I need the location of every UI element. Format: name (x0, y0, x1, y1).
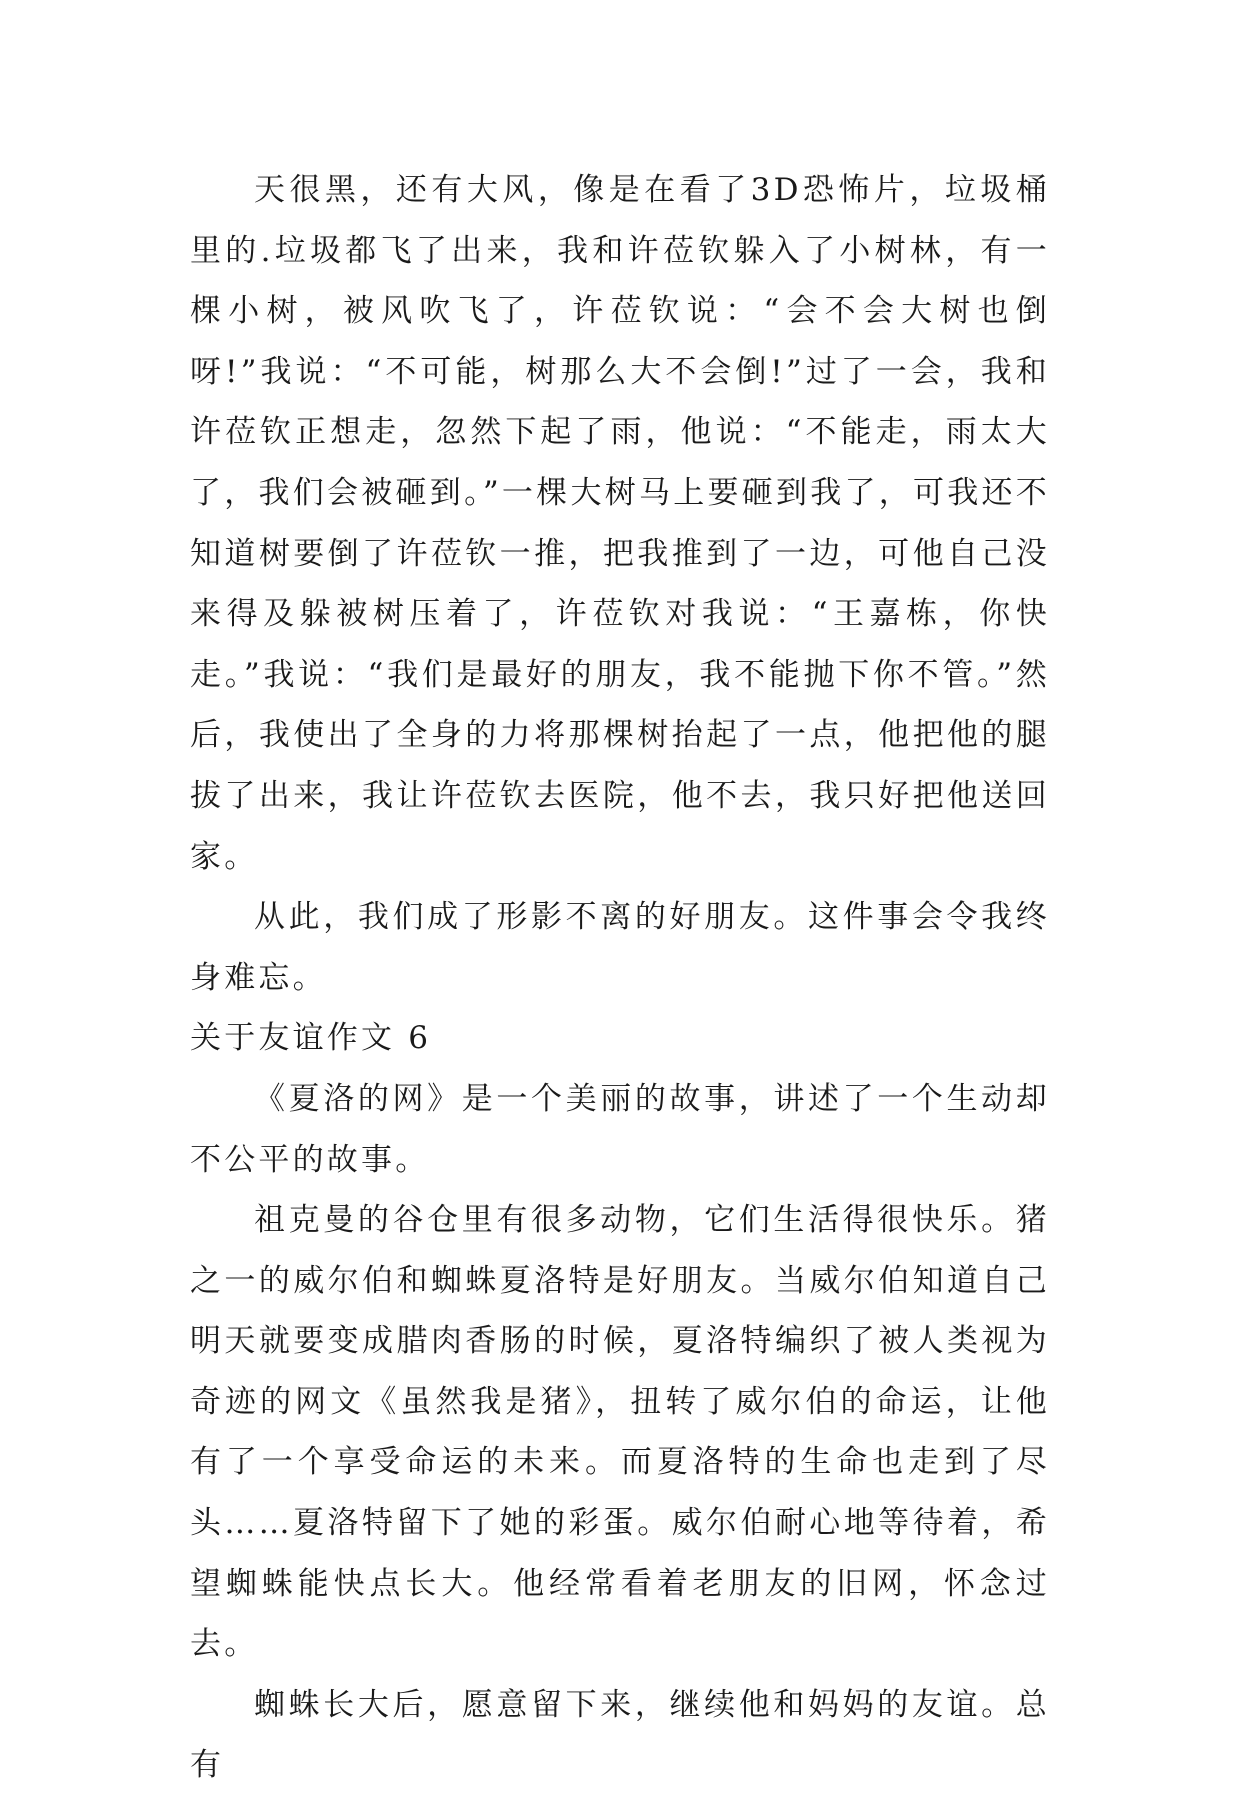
paragraph-storm-story: 天很黑，还有大风，像是在看了3D恐怖片，垃圾桶里的.垃圾都飞了出来，我和许莅钦躲入了小树林，有一棵小树，被风吹飞了，许莅钦说：“会不会大树也倒呀!”我说：“不可能，树那么大不会倒!”过了一会，我和许莅钦正想走，忽然下起了雨，他说：“不能走，雨太大了，我们会被砸到。”一棵大树马上要砸到我了，可我还不知道树要倒了许莅钦一推，把我推到了一边，可他自己没来得及躲被树压着了，许莅钦对我说：“王嘉栋，你快走。”我说：“我们是最好的朋友，我不能抛下你不管。”然后，我使出了全身的力将那棵树抬起了一点，他把他的腿拔了出来，我让许莅钦去医院，他不去，我只好把他送回家。 (190, 172, 1050, 875)
paragraph-charlottes-web-intro: 《夏洛的网》是一个美丽的故事，讲述了一个生动却不公平的故事。 (190, 1080, 1050, 1178)
document-body (190, 160, 1050, 1796)
paragraph-charlottes-web-story: 祖克曼的谷仓里有很多动物，它们生活得很快乐。猪之一的威尔伯和蜘蛛夏洛特是好朋友。当威尔伯知道自己明天就要变成腊肉香肠的时候，夏洛特编织了被人类视为奇迹的网文《虽然我是猪》，扭转了威尔伯的命运，让他有了一个享受命运的未来。而夏洛特的生命也走到了尽头……夏洛特留下了她的彩蛋。威尔伯耐心地等待着，希望蜘蛛能快点长大。他经常看着老朋友的旧网，怀念过去。 (190, 1202, 1050, 1663)
paragraph-spiders-grow-up: 蜘蛛长大后，愿意留下来，继续他和妈妈的友谊。总有 (190, 1686, 1050, 1784)
paragraph-friendship-conclusion: 从此，我们成了形影不离的好朋友。这件事会令我终身难忘。 (190, 899, 1050, 996)
section-heading: 关于友谊作文 6 (190, 1020, 432, 1057)
